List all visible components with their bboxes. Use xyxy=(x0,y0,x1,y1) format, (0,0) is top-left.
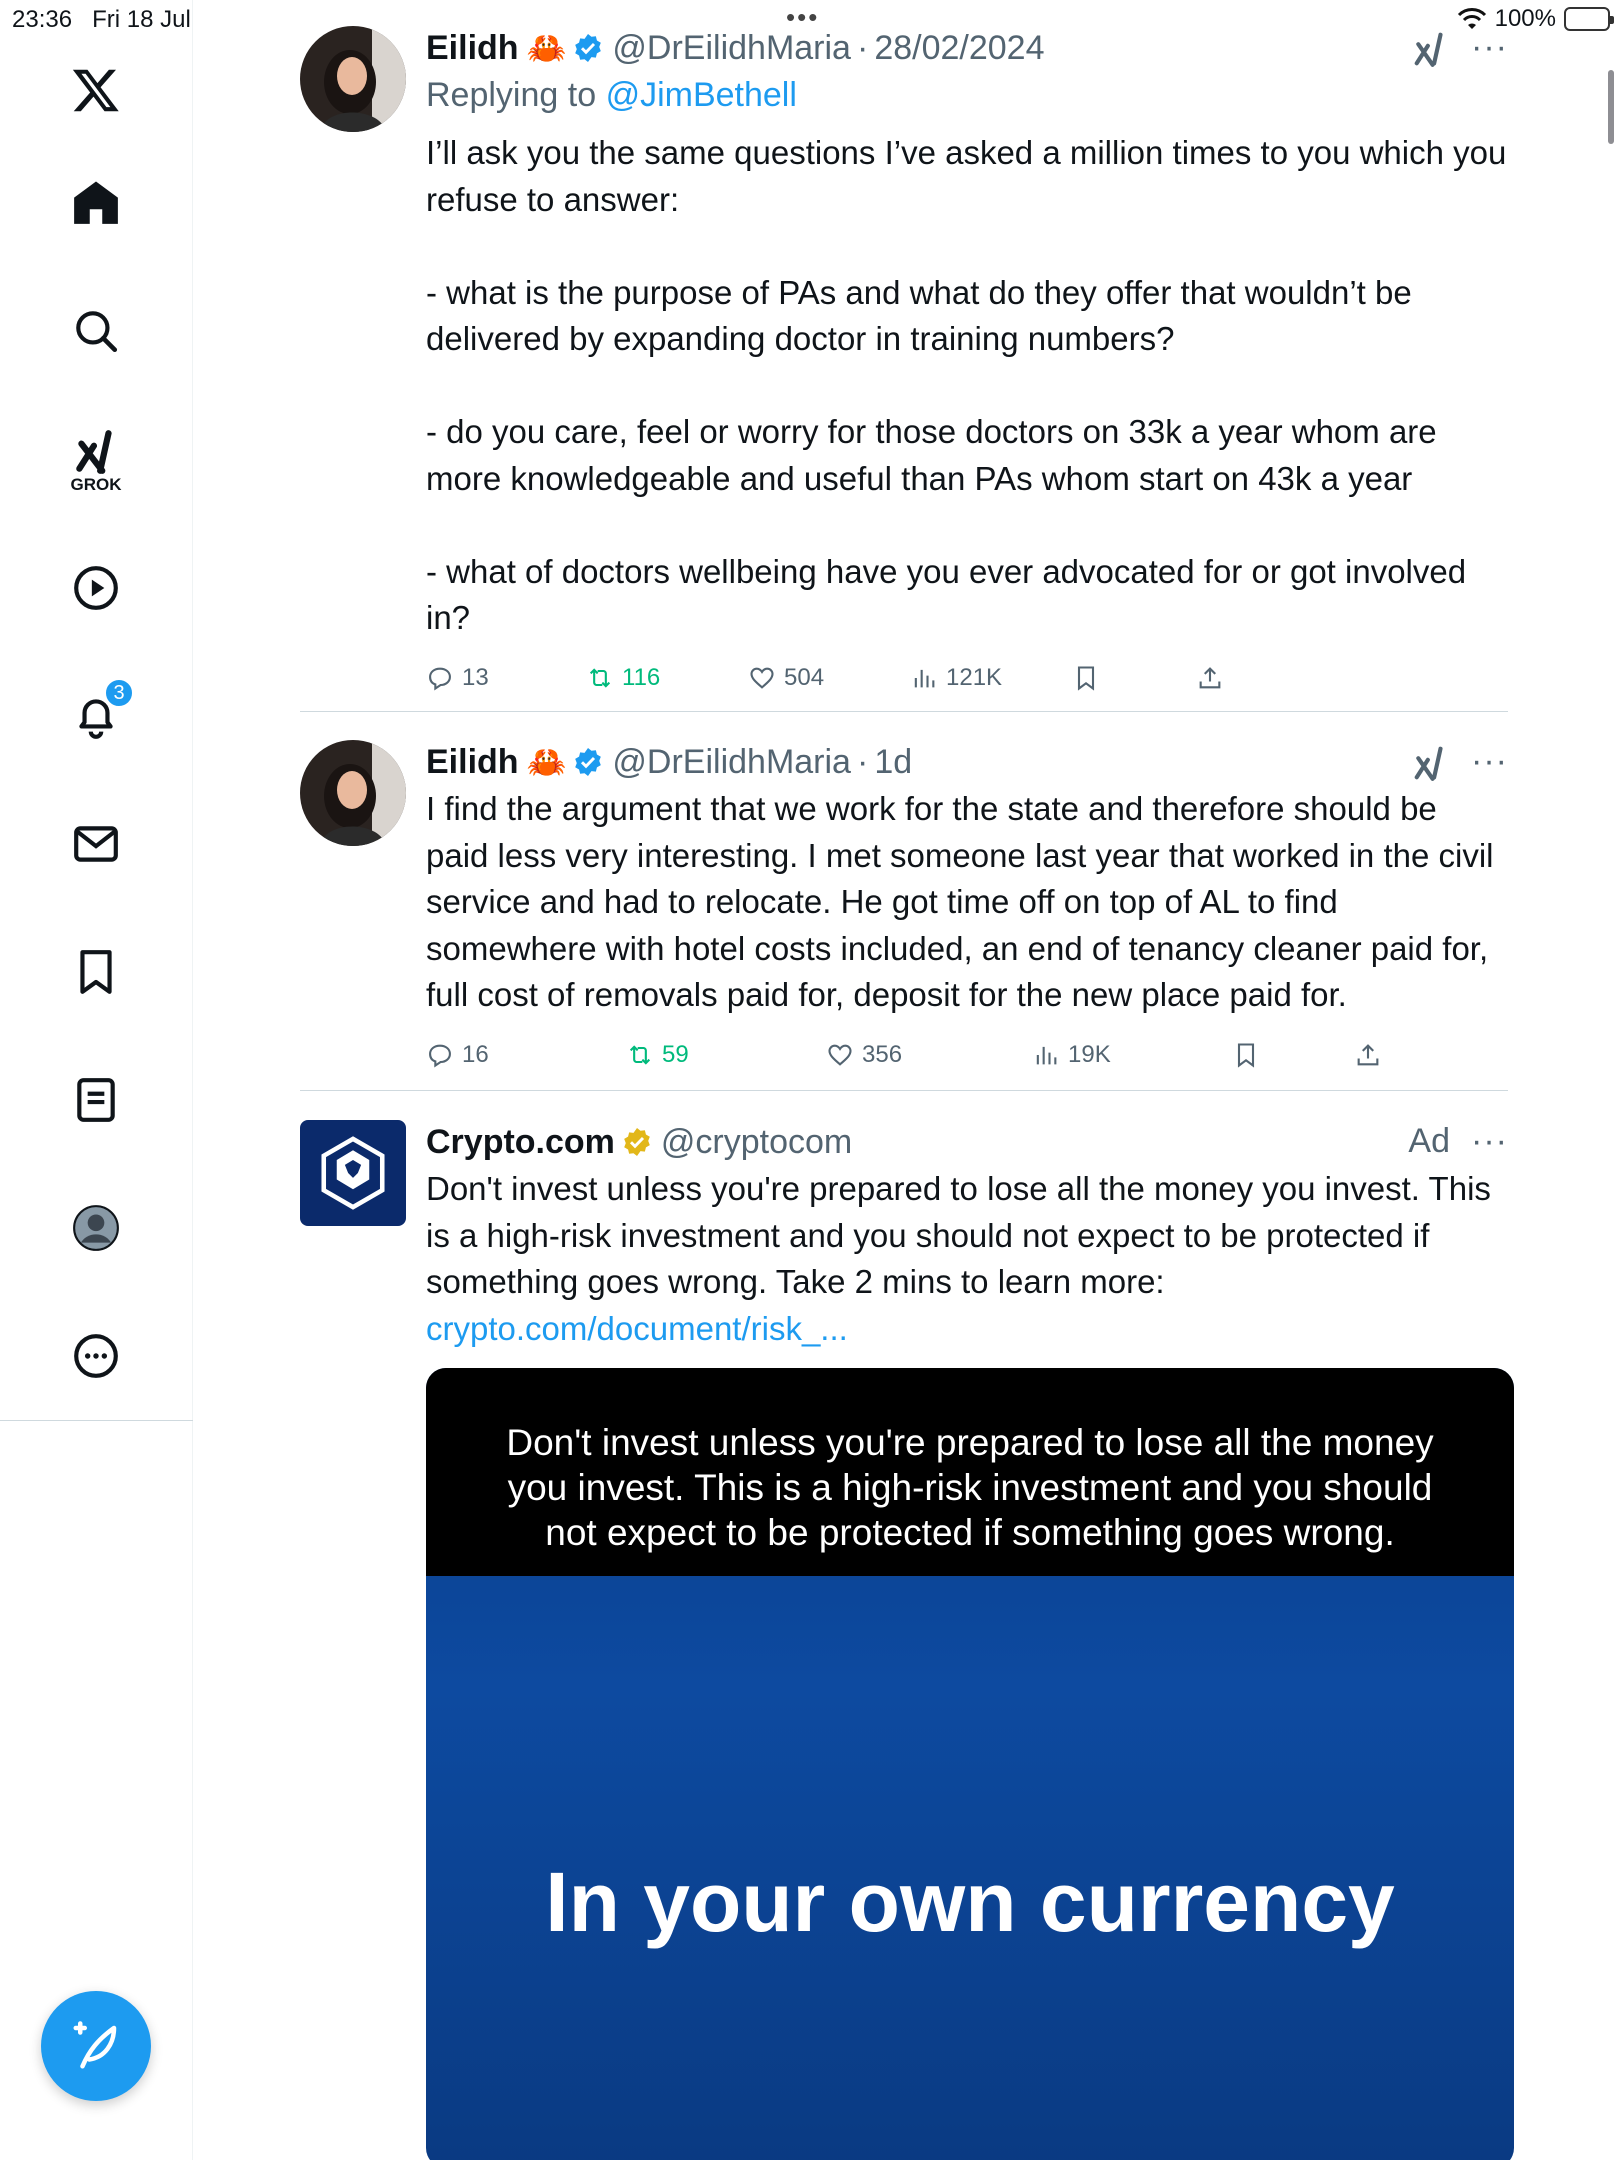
media-disclaimer: Don't invest unless you're prepared to lose all the money you invest. This is a high-risk investment and you should not expect to be protected if something goes wrong. xyxy=(426,1368,1514,1576)
bookmark-icon xyxy=(1232,1041,1260,1069)
search-icon[interactable] xyxy=(56,291,136,371)
more-options-icon[interactable] xyxy=(56,1316,136,1396)
handle[interactable]: @DrEilidhMaria xyxy=(612,28,851,67)
share-icon xyxy=(1196,664,1224,692)
display-name[interactable]: Eilidh xyxy=(426,28,519,67)
like-count: 504 xyxy=(784,663,825,691)
tweet-actions xyxy=(426,1033,1508,1077)
handle[interactable]: @DrEilidhMaria xyxy=(612,742,851,781)
separator: · xyxy=(856,742,869,781)
more-icon[interactable]: ··· xyxy=(1471,28,1508,66)
reply-count: 13 xyxy=(462,663,489,691)
grok-explain-icon[interactable] xyxy=(1412,744,1450,787)
tweet-header xyxy=(426,1120,1508,1164)
handle[interactable]: @cryptocom xyxy=(660,1122,853,1161)
grok-label: GROK xyxy=(70,475,122,494)
grok-icon[interactable] xyxy=(56,419,136,499)
ad-media[interactable] xyxy=(426,1368,1514,2160)
tweet-text xyxy=(426,1166,1508,1352)
views-count: 121K xyxy=(946,663,1003,691)
reply-button[interactable] xyxy=(426,1033,489,1077)
crab-emoji: 🦀 xyxy=(526,30,567,66)
reply-button[interactable] xyxy=(426,656,489,700)
notifications-badge: 3 xyxy=(104,678,134,708)
heart-icon xyxy=(748,664,776,692)
notifications-icon[interactable] xyxy=(56,676,136,756)
display-name[interactable]: Eilidh xyxy=(426,742,519,781)
replying-prefix: Replying to xyxy=(426,76,597,114)
tweet-date[interactable]: 1d xyxy=(874,742,913,781)
tweet-divider xyxy=(300,711,1508,712)
reply-icon xyxy=(426,664,454,692)
tweet-header xyxy=(426,740,1508,784)
more-icon[interactable]: ··· xyxy=(1471,1122,1508,1160)
profile-avatar-icon[interactable] xyxy=(56,1188,136,1268)
ad-text: Don't invest unless you're prepared to lose all the money you invest. This is a high-risk investment and you should not expect to be protected if something goes wrong. Take 2 mins to learn more: xyxy=(426,1170,1501,1300)
share-icon xyxy=(1354,1041,1382,1069)
bookmarks-icon[interactable] xyxy=(56,932,136,1012)
reply-count: 16 xyxy=(462,1040,489,1068)
lists-icon[interactable] xyxy=(56,1060,136,1140)
compose-feather-icon xyxy=(69,2019,123,2073)
views-button[interactable] xyxy=(1032,1033,1111,1077)
share-button[interactable] xyxy=(1354,1033,1382,1077)
tweet-divider xyxy=(300,1090,1508,1091)
repost-count: 116 xyxy=(622,663,661,691)
views-button[interactable] xyxy=(910,656,1002,700)
messages-icon[interactable] xyxy=(56,804,136,884)
status-time: 23:36 Fri 18 Jul xyxy=(12,6,191,33)
repost-count: 59 xyxy=(662,1040,689,1068)
home-icon[interactable] xyxy=(56,163,136,243)
verified-badge-icon xyxy=(572,32,604,64)
video-icon[interactable] xyxy=(56,548,136,628)
avatar[interactable] xyxy=(300,26,406,132)
media-headline: In your own currency xyxy=(545,1855,1395,1949)
bookmark-button[interactable] xyxy=(1072,656,1100,700)
ad-link[interactable]: crypto.com/document/risk_... xyxy=(426,1309,848,1347)
tweet-text: I find the argument that we work for the state and therefore should be paid less very interesting. I met someone last year that worked in the civil service and had to relocate. He got time off on top of AL to find somewhere with hotel costs included, an end of tenancy cleaner paid for, full cost of removals paid for, deposit for the new place paid for. xyxy=(426,790,1503,1013)
verified-badge-icon xyxy=(572,746,604,778)
like-count: 356 xyxy=(862,1040,903,1068)
like-button[interactable] xyxy=(826,1033,902,1077)
ad-label: Ad xyxy=(1408,1122,1450,1160)
replying-to-link[interactable]: @JimBethell xyxy=(605,76,797,114)
tweet-actions xyxy=(426,656,1508,700)
tweet-header xyxy=(426,26,1508,70)
views-icon xyxy=(910,664,938,692)
multitask-dots[interactable]: ••• xyxy=(786,2,820,32)
bookmark-icon xyxy=(1072,664,1100,692)
verified-gold-badge-icon xyxy=(621,1126,653,1158)
share-button[interactable] xyxy=(1196,656,1224,700)
display-name[interactable]: Crypto.com xyxy=(426,1122,615,1161)
more-icon[interactable]: ··· xyxy=(1471,742,1508,780)
sidebar-divider xyxy=(0,1420,193,1421)
repost-button[interactable] xyxy=(586,656,660,700)
views-count: 19K xyxy=(1068,1040,1111,1068)
reply-icon xyxy=(426,1041,454,1069)
tweet-date[interactable]: 28/02/2024 xyxy=(874,28,1045,67)
views-icon xyxy=(1032,1041,1060,1069)
scrollbar[interactable] xyxy=(1608,70,1614,144)
grok-explain-icon[interactable] xyxy=(1412,30,1450,73)
replying-to xyxy=(426,76,1508,120)
x-logo-icon[interactable] xyxy=(56,50,136,130)
battery-percent: 100% xyxy=(1494,5,1556,32)
like-button[interactable] xyxy=(748,656,824,700)
timeline xyxy=(193,0,1620,2160)
tweet-text: I’ll ask you the same questions I’ve asked a million times to you which you refuse to answer: - what is the purpose of PAs and what do they offer that wouldn’t be delivered by expanding doctor in training numbers? - do you care, feel or worry for those doctors on 33k a year whom are more knowledgeable and useful than PAs whom start on 43k a year - what of doctors wellbeing have you ever advocated for or got involved in? xyxy=(426,134,1507,636)
cryptocom-logo-icon[interactable] xyxy=(300,1120,406,1226)
separator: · xyxy=(856,28,869,67)
compose-button[interactable] xyxy=(41,1991,151,2101)
repost-icon xyxy=(626,1041,654,1069)
heart-icon xyxy=(826,1041,854,1069)
repost-icon xyxy=(586,664,614,692)
bookmark-button[interactable] xyxy=(1232,1033,1260,1077)
avatar[interactable] xyxy=(300,740,406,846)
repost-button[interactable] xyxy=(626,1033,689,1077)
crab-emoji: 🦀 xyxy=(526,744,567,780)
sidebar xyxy=(0,0,193,2160)
